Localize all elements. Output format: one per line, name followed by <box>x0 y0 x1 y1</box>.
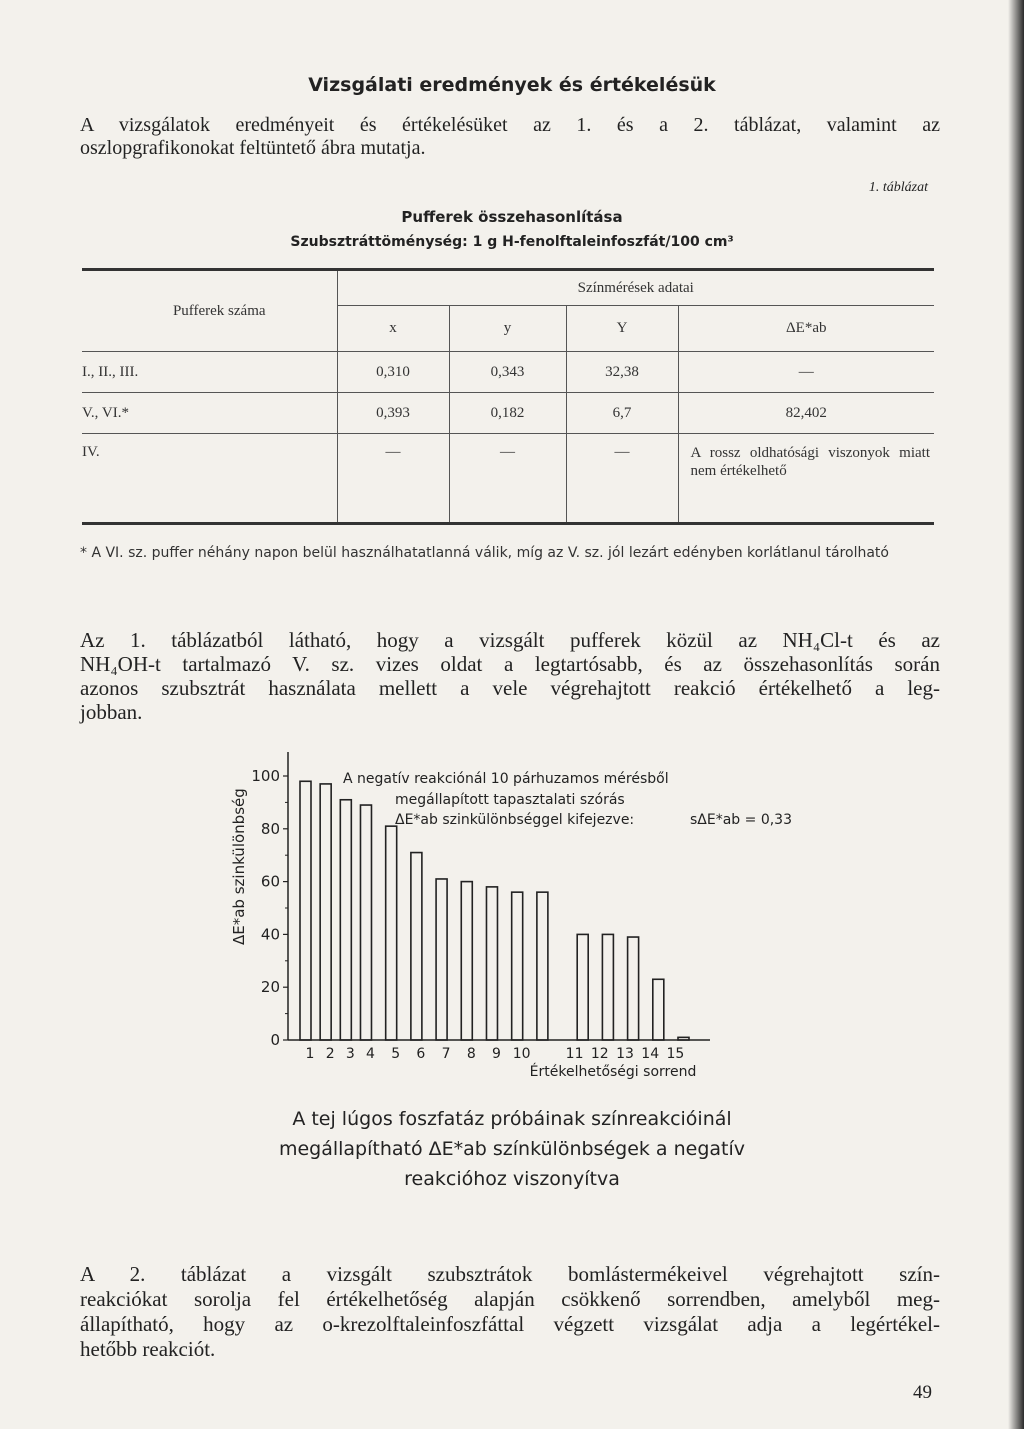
bar <box>537 892 548 1040</box>
para3-line: állapítható, hogy az o-krezolftaleinfoszfáttal végzett vizsgálat adja a legértékel- <box>80 1312 940 1336</box>
y-tick-label: 60 <box>260 872 280 891</box>
y-tick-label: 100 <box>251 767 280 785</box>
intro-line: A vizsgálatok eredményeit és értékelésüket az 1. és a 2. táblázat, valamint az <box>80 114 940 136</box>
bar <box>602 934 613 1040</box>
para2-line: jobban. <box>80 700 143 724</box>
bar-chart <box>0 740 1024 1090</box>
cell-y: 0,343 <box>449 352 566 393</box>
cell-dE: — <box>678 352 934 393</box>
annotation-line-2: megállapított tapasztalati szórás <box>395 792 625 808</box>
bar <box>436 879 447 1040</box>
figure-caption-line: A tej lúgos foszfatáz próbáinak színreakcióinál <box>292 1108 732 1130</box>
x-tick-label: 3 <box>345 1046 355 1062</box>
y-tick-label: 20 <box>260 978 280 997</box>
header-Y: Y <box>566 306 678 352</box>
cell-y: — <box>449 434 566 524</box>
para2-line: azonos szubsztrát használata mellett a vele végrehajtott reakció értékelhető a leg- <box>80 676 940 700</box>
page-number: 49 <box>913 1382 932 1403</box>
bar <box>653 979 664 1040</box>
bar <box>486 887 497 1040</box>
header-pufferek-szama: Pufferek száma <box>82 270 337 352</box>
para3-line: hetőbb reakciót. <box>80 1337 216 1361</box>
row-label: V., VI.* <box>82 393 337 434</box>
x-tick-label: 6 <box>416 1046 426 1062</box>
results-table <box>82 268 934 525</box>
y-axis-label: ΔE*ab szinkülönbség <box>230 788 248 945</box>
header-dE: ΔE*ab <box>678 306 934 352</box>
header-group: Színmérések adatai <box>337 270 934 306</box>
table-title: Pufferek összehasonlítása <box>401 208 623 226</box>
x-tick-label: 14 <box>641 1046 660 1062</box>
header-x: x <box>337 306 449 352</box>
table-subtitle: Szubsztráttöménység: 1 g H-fenolftaleinfoszfát/100 cm³ <box>290 234 734 250</box>
bar <box>320 784 331 1040</box>
annotation-formula: sΔE*ab = 0,33 <box>690 812 792 828</box>
intro-line: oszlopgrafikonokat feltüntető ábra mutatja. <box>80 137 426 159</box>
x-tick-label: 7 <box>441 1046 451 1062</box>
x-tick-label: 13 <box>616 1046 634 1062</box>
x-tick-label: 12 <box>590 1046 609 1062</box>
annotation-line-1: A negatív reakciónál 10 párhuzamos mérésből <box>343 771 669 787</box>
paragraph-3 <box>80 1262 940 1362</box>
bar <box>300 781 311 1040</box>
table-row <box>82 352 934 393</box>
bar-chart-svg <box>0 740 1024 1090</box>
bar <box>512 892 523 1040</box>
table-row <box>82 434 934 524</box>
bar <box>360 805 371 1040</box>
bar <box>411 853 422 1040</box>
cell-x: — <box>337 434 449 524</box>
table-row <box>82 393 934 434</box>
intro-paragraph <box>80 114 940 160</box>
x-axis-label: Értékelhetőségi sorrend <box>529 1064 697 1080</box>
cell-Y: — <box>566 434 678 524</box>
cell-Y: 32,38 <box>566 352 678 393</box>
table-footnote: * A VI. sz. puffer néhány napon belül használhatatlanná válik, míg az V. sz. jól lezárt edényben korlátlanul tárolható <box>80 545 889 561</box>
x-tick-label: 8 <box>466 1046 476 1062</box>
row-label: IV. <box>82 434 337 524</box>
para2-line: Az 1. táblázatból látható, hogy a vizsgált pufferek közül az NH₄Cl-t és az <box>80 628 940 652</box>
bar <box>386 826 397 1040</box>
x-tick-label: 10 <box>512 1046 531 1062</box>
bar <box>577 934 588 1040</box>
bar <box>340 800 351 1040</box>
bar <box>678 1037 689 1040</box>
row-label: I., II., III. <box>82 352 337 393</box>
table-header-row <box>82 270 934 306</box>
cell-dE: 82,402 <box>678 393 934 434</box>
x-tick-label: 5 <box>391 1046 401 1062</box>
bar <box>461 882 472 1040</box>
cell-x: 0,393 <box>337 393 449 434</box>
para3-line: A 2. táblázat a vizsgált szubsztrátok bomlástermékeivel végrehajtott szín- <box>80 1262 940 1286</box>
cell-x: 0,310 <box>337 352 449 393</box>
x-tick-label: 11 <box>565 1046 584 1062</box>
annotation-line-3: ΔE*ab szinkülönbséggel kifejezve: <box>395 812 635 828</box>
cell-Y: 6,7 <box>566 393 678 434</box>
cell-dE-note: A rossz oldhatósági viszonyok miatt nem értékelhető <box>678 434 934 524</box>
section-heading: Vizsgálati eredmények és értékelésük <box>308 74 716 96</box>
y-tick-label: 80 <box>260 819 280 838</box>
figure-caption-line: reakcióhoz viszonyítva <box>404 1168 620 1190</box>
y-tick-label: 40 <box>260 925 280 944</box>
x-tick-label: 1 <box>305 1046 315 1062</box>
bar <box>628 937 639 1040</box>
figure-caption-line: megállapítható ΔE*ab színkülönbségek a negatív <box>278 1138 746 1160</box>
x-tick-label: 15 <box>666 1046 685 1062</box>
para3-line: reakciókat sorolja fel értékelhetőség alapján csökkenő sorrendben, amelyből meg- <box>80 1287 940 1311</box>
x-tick-label: 2 <box>325 1046 335 1062</box>
header-y: y <box>449 306 566 352</box>
x-tick-label: 4 <box>366 1046 375 1062</box>
paragraph-2 <box>80 628 940 724</box>
table-label: 1. táblázat <box>868 180 928 195</box>
y-tick-label: 0 <box>270 1031 280 1049</box>
x-tick-label: 9 <box>492 1046 501 1062</box>
para2-line: NH₄OH-t tartalmazó V. sz. vizes oldat a legtartósabb, és az összehasonlítás során <box>80 652 940 676</box>
figure-caption <box>0 1104 1024 1194</box>
cell-y: 0,182 <box>449 393 566 434</box>
